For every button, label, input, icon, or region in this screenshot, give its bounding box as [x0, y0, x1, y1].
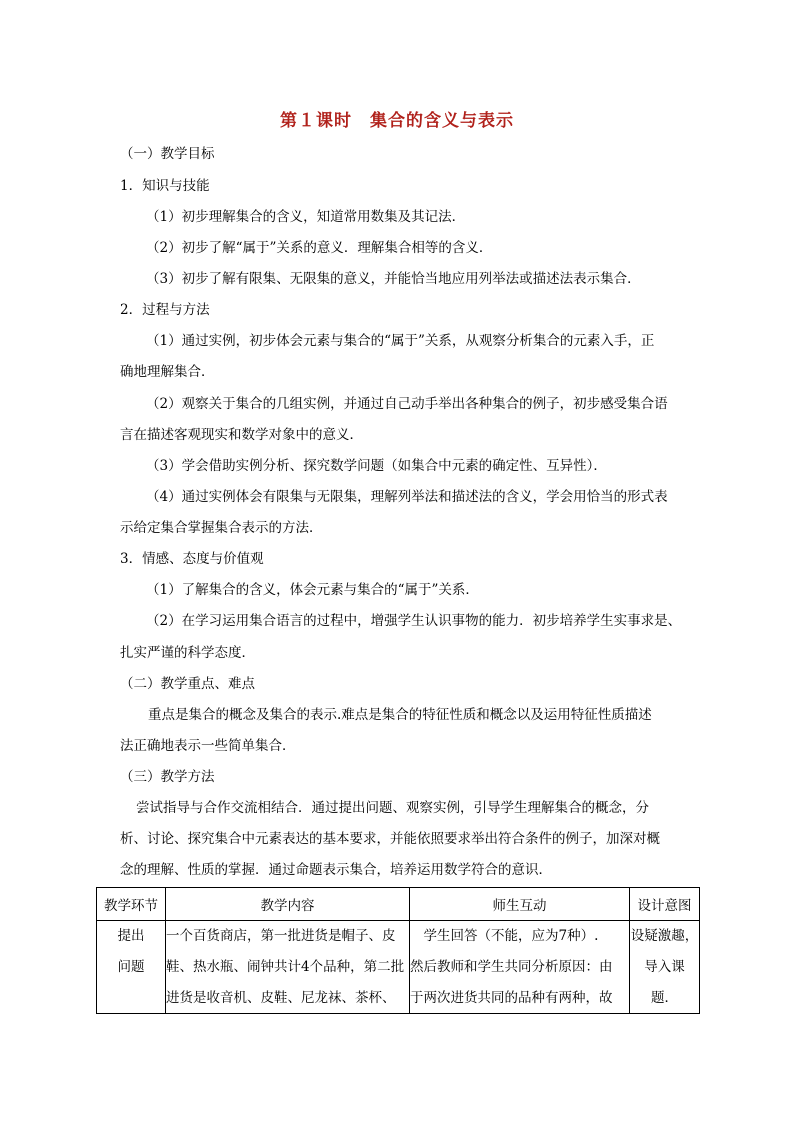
intent-cell — [630, 921, 700, 1015]
paragraph-line: 法正确地表示一些简单集合． — [120, 738, 296, 754]
paragraph-line: 尝试指导与合作交流相结合．通过提出问题、观察实例，引导学生理解集合的概念，分 — [136, 800, 649, 816]
content-cell — [166, 921, 410, 1015]
header-content: 教学内容 — [166, 888, 410, 921]
page-title: 第１课时 集合的含义与表示 — [280, 111, 514, 131]
interaction-line: 然后教师和学生共同分析原因：由 — [410, 959, 613, 975]
section-heading: （一）教学目标 — [120, 146, 215, 162]
content-line: 一个百货商店，第一批进货是帽子、皮 — [166, 928, 396, 944]
paragraph-line: （1）通过实例，初步体会元素与集合的“属于”关系，从观察分析集合的元素入手，正 — [146, 333, 655, 349]
paragraph-line: （1）了解集合的含义，体会元素与集合的“属于”关系． — [146, 582, 479, 598]
paragraph-line: 念的理解、性质的掌握．通过命题表示集合，培养运用数学符合的意识． — [120, 862, 552, 878]
paragraph-line: （1）初步理解集合的含义，知道常用数集及其记法． — [146, 209, 466, 225]
subsection-heading: 3．情感、态度与价值观 — [120, 551, 264, 567]
paragraph-line: 言在描述客观现实和数学对象中的意义． — [120, 427, 363, 443]
paragraph-line: 确地理解集合． — [120, 364, 215, 380]
interaction-cell — [410, 921, 630, 1015]
paragraph-line: （4）通过实例体会有限集与无限集，理解列举法和描述法的含义，学会用恰当的形式表 — [146, 489, 668, 505]
subsection-heading: 1．知识与技能 — [120, 178, 210, 194]
interaction-line: 于两次进货共同的品种有两种，故 — [410, 990, 613, 1006]
table-header-row — [97, 888, 700, 921]
subsection-heading: 2．过程与方法 — [120, 302, 210, 318]
intent-line: 导入课 — [644, 959, 685, 975]
section-heading: （三）教学方法 — [120, 769, 215, 785]
paragraph-line: （3）初步了解有限集、无限集的意义，并能恰当地应用列举法或描述法表示集合． — [146, 271, 641, 287]
paragraph-line: 重点是集合的概念及集合的表示.难点是集合的特征性质和概念以及运用特征性质描述 — [148, 707, 652, 723]
content-line: 鞋、热水瓶、闹钟共计4个品种，第二批 — [166, 959, 405, 975]
section-heading: （二）教学重点、难点 — [120, 676, 255, 692]
paragraph-line: （2）初步了解“属于”关系的意义．理解集合相等的含义． — [146, 240, 493, 256]
stage-cell — [97, 921, 166, 1015]
interaction-line: 学生回答（不能，应为7种）. — [410, 928, 599, 944]
paragraph-line: （2）在学习运用集合语言的过程中，增强学生认识事物的能力．初步培养学生实事求是、 — [146, 613, 682, 629]
stage-line: 提出 — [117, 928, 145, 944]
paragraph-line: （2）观察关于集合的几组实例，并通过自己动手举出各种集合的例子，初步感受集合语 — [146, 396, 668, 412]
intent-line: 设疑激趣， — [630, 928, 699, 944]
table-bottom-border — [96, 1013, 700, 1014]
lesson-table-wrapper — [96, 887, 700, 1014]
header-intent: 设计意图 — [630, 888, 700, 921]
paragraph-line: 示给定集合掌握集合表示的方法． — [120, 520, 323, 536]
paragraph-line: 扎实严谨的科学态度． — [120, 645, 255, 661]
paragraph-line: （3）学会借助实例分析、探究数学问题（如集合中元素的确定性、互异性）． — [146, 458, 607, 474]
header-interaction: 师生互动 — [410, 888, 630, 921]
content-line: 进货是收音机、皮鞋、尼龙袜、茶杯、 — [166, 990, 396, 1006]
stage-line: 问题 — [117, 959, 145, 975]
paragraph-line: 析、讨论、探究集合中元素表达的基本要求，并能依照要求举出符合条件的例子，加深对概 — [120, 831, 660, 847]
intent-line: 题． — [651, 990, 678, 1006]
table-row — [97, 921, 700, 1015]
header-stage: 教学环节 — [97, 888, 166, 921]
lesson-table — [96, 887, 700, 1014]
